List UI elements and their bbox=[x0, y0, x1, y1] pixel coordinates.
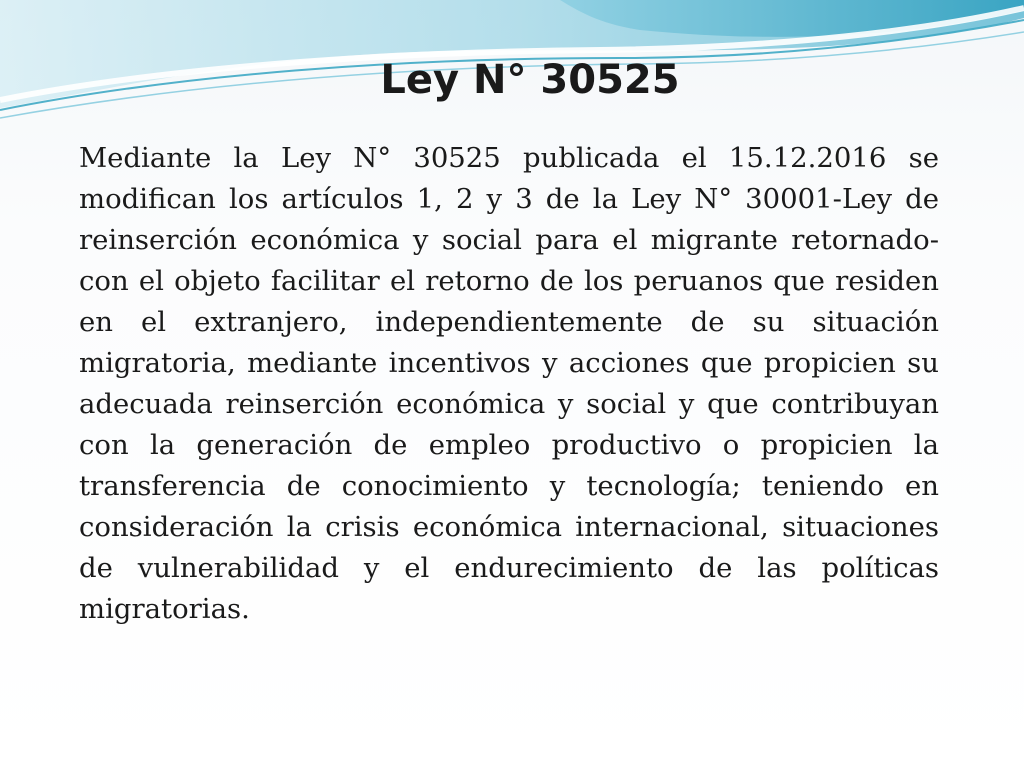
body-paragraph: Mediante la Ley N° 30525 publicada el 15.12.2016 se modifican los artículos 1, 2 y 3 de la Ley N° 30001-Ley de reinserción económica y social para el migrante retornado-con el objeto facilitar el retorno de los peruanos que residen en el extranjero, independientemente de su situación migratoria, mediante incentivos y acciones que propicien su adecuada reinserción económica y social y que contribuyan con la generación de empleo productivo o propicien la transferencia de conocimiento y tecnología; teniendo en consideración la crisis económica internacional, situaciones de vulnerabilidad y el endurecimiento de las políticas migratorias. bbox=[79, 142, 939, 625]
slide-title: Ley N° 30525 bbox=[380, 57, 680, 103]
